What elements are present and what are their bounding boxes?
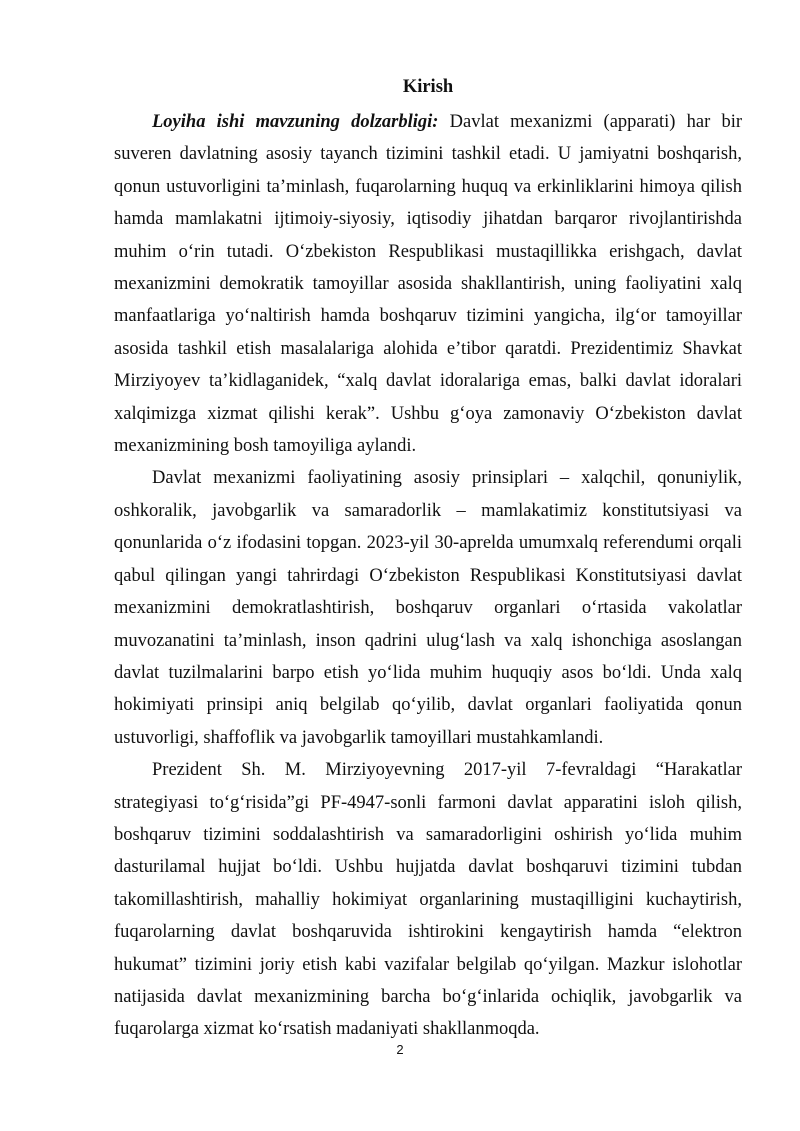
page-number: 2 (396, 1042, 404, 1057)
paragraph-3: Prezident Sh. M. Mirziyoyevning 2017-yil 7-fevraldagi “Harakatlar strategiyasi to‘g‘risida”gi PF-4947-sonli farmoni davlat apparatini isloh qilish, boshqaruv tizimini soddalashtirish va samaradorligini oshirish yo‘lida muhim dasturilamal hujjat bo‘ldi. Ushbu hujjatda davlat boshqaruvi tizimini tubdan takomillashtirish, mahalliy hokimiyat organlarining mustaqilligini kuchaytirish, fuqarolarning davlat boshqaruvida ishtirokini kengaytirish hamda “elektron hukumat” tizimini joriy etish kabi vazifalar belgilab qo‘yilgan. Mazkur islohotlar natijasida davlat mexanizmining barcha bo‘g‘inlarida ochiqlik, javobgarlik va fuqarolarga xizmat ko‘rsatish madaniyati shakllanmoqda. (114, 760, 742, 1040)
document-page (114, 68, 742, 1046)
paragraph-1-text: Davlat mexanizmi (apparati) har bir suveren davlatning asosiy tayanch tizimini tashkil etadi. U jamiyatni boshqarish, qonun ustuvorligini ta’minlash, fuqarolarning huquq va erkinliklarini himoya qilish hamda mamlakatni ijtimoiy-siyosiy, iqtisodiy jihatdan barqaror rivojlantirishda muhim o‘rin tutadi. O‘zbekiston Respublikasi mustaqillikka erishgach, davlat mexanizmini demokratik tamoyillar asosida shakllantirish, uning faoliyatini xalq manfaatlariga yo‘naltirish hamda boshqaruv tizimini yangicha, ilg‘or tamoyillar asosida tashkil etish masalalariga alohida e’tibor qaratdi. Prezidentimiz Shavkat Mirziyoyev ta’kidlaganidek, “xalq davlat idoralariga emas, balki davlat idoralari xalqimizga xizmat qilishi kerak”. Ushbu g‘oya zamonaviy O‘zbekiston davlat mexanizmining bosh tamoyiliga aylandi. (114, 112, 742, 457)
paragraph-1 (114, 106, 742, 462)
paragraph-2: Davlat mexanizmi faoliyatining asosiy prinsiplari – xalqchil, qonuniylik, oshkoralik, javobgarlik va samaradorlik – mamlakatimiz konstitutsiyasi va qonunlarida o‘z ifodasini topgan. 2023-yil 30-aprelda umumxalq referendumi orqali qabul qilingan yangi tahrirdagi O‘zbekiston Respublikasi Konstitutsiyasi davlat mexanizmini demokratlashtirish, boshqaruv organlari o‘rtasida vakolatlar muvozanatini ta’minlash, inson qadrini ulug‘lash va xalq ishonchiga asoslangan davlat tuzilmalarini barpo etish yo‘lida muhim huquqiy asos bo‘ldi. Unda xalq hokimiyati prinsipi aniq belgilab qo‘yilib, davlat organlari faoliyatida qonun ustuvorligi, shaffoflik va javobgarlik tamoyillari mustahkamlandi. (114, 468, 742, 748)
paragraph-lead: Loyiha ishi mavzuning dolzarbligi: (152, 112, 439, 132)
section-heading: Kirish (402, 77, 454, 97)
